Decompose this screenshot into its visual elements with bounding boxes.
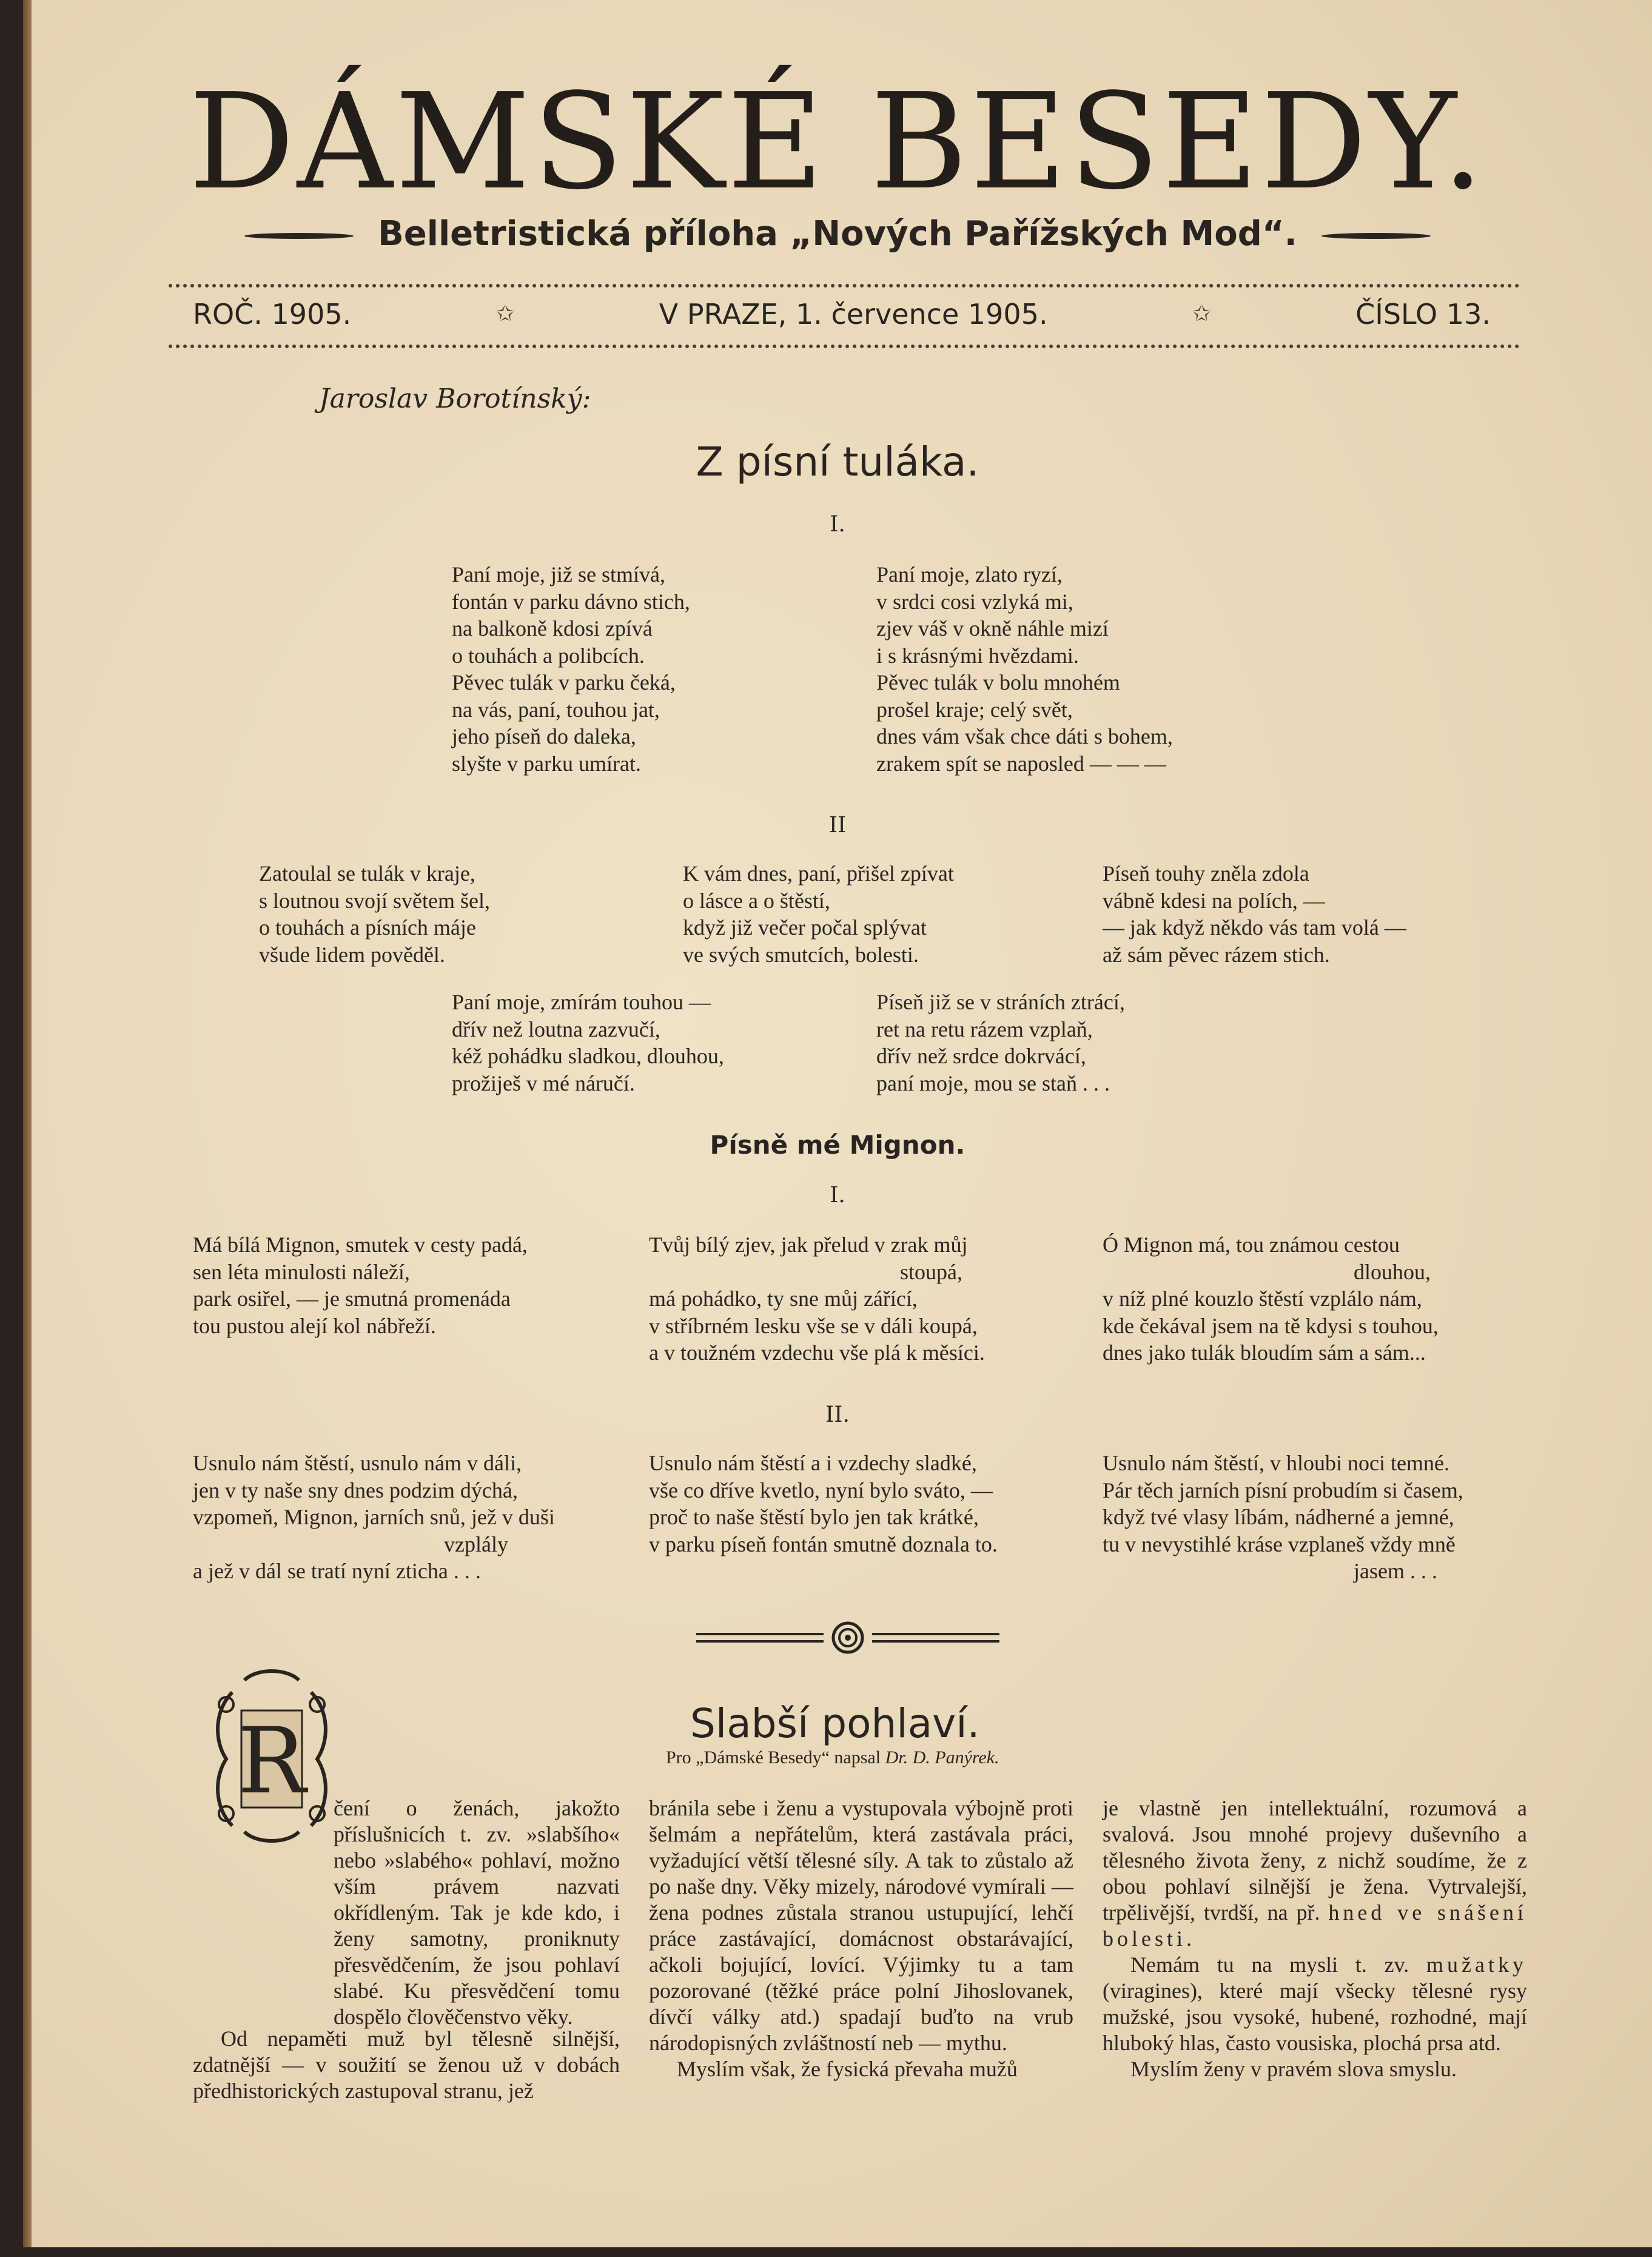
poem-part-numeral: I.: [830, 512, 845, 537]
verse-line: když tvé vlasy líbám, nádherné a jemné,: [1103, 1505, 1454, 1529]
verse-line: Zatoulal se tulák v kraje,: [259, 861, 475, 886]
verse-line: Ó Mignon má, tou známou cestou: [1103, 1233, 1400, 1257]
poem-part-numeral: II: [828, 813, 847, 838]
verse-line: vše co dříve kvetlo, nyní bylo sváto, —: [649, 1478, 993, 1502]
poem-stanza: [1103, 860, 1406, 968]
verse-line: prošel kraje; celý svět,: [876, 697, 1073, 722]
mignon-stanza: [649, 1450, 998, 1558]
verse-line: Paní moje, zlato ryzí,: [876, 562, 1063, 587]
article-text: Nemám tu na mysli t. zv.: [1130, 1953, 1409, 1977]
article-text: (viragines), které mají všecky tělesné rysy mužské, jsou vysoké, hubené, rozhodné, mají hluboký hlas, často vousiska, plochá prsa atd.: [1103, 1979, 1527, 2055]
mignon-stanza: [649, 1231, 985, 1367]
verse-line: jeho píseň do daleka,: [452, 724, 636, 748]
masthead-title: DÁMSKÉ BESEDY.: [189, 66, 1486, 219]
verse-line: v parku píseň fontán smutně doznala to.: [649, 1532, 998, 1556]
verse-line: — jak když někdo vás tam volá —: [1103, 915, 1406, 940]
article-paragraph: Od nepaměti muž byl tělesně silnější, zdatnější — v soužití se ženou už v dobách předhistorických zastupoval stranu, jež: [193, 2027, 620, 2103]
verse-line: tu v nevystihlé kráse vzplaneš vždy mně: [1103, 1532, 1456, 1556]
verse-line: dřív než srdce dokrvácí,: [876, 1044, 1086, 1068]
poem-stanza: [876, 989, 1125, 1097]
verse-line: Má bílá Mignon, smutek v cesty padá,: [193, 1233, 528, 1257]
verse-line: prožiješ v mé náručí.: [452, 1071, 635, 1095]
issue-place-date: V PRAZE, 1. července 1905.: [659, 298, 1048, 331]
mignon-stanza: [193, 1231, 528, 1339]
article-text: je vlastně jen intellektuální, rozumová a svalová. Jsou mnohé projevy duševního a tělesného života ženy, z nichž soudíme, že z obou pohlaví silnější je žena. Vytrvalejší, trpělivější, tvrdší, na př.: [1103, 1796, 1527, 1925]
issue-number: ČÍSLO 13.: [1355, 298, 1491, 331]
mignon-title: Písně mé Mignon.: [710, 1130, 965, 1160]
verse-line: stoupá,: [649, 1259, 962, 1284]
verse-line: proč to naše štěstí bylo jen tak krátké,: [649, 1505, 979, 1529]
article-paragraph: bránila sebe i ženu a vystupovala výbojně proti šelmám a nepřátelům, která zastávala práci, vyžadující větší tělesné síly. A tak to zůstalo až po naše dny. Věky mizely, národové vymírali — žena podnes zůstala stranou ustupující, lehčí práce zastávající, domácnost obstarávající, ačkoli bojující, lovící. Výjimky tu a tam pozorované (těžké práce polní Jihoslovanek, dívčí války atd.) spadají buďto na vrub národopisných zvláštností neb — mythu.: [649, 1796, 1073, 2055]
initial-letter: R: [237, 1709, 306, 1814]
verse-line: zrakem spít se naposled — — —: [876, 751, 1166, 776]
verse-line: zjev váš v okně náhle mizí: [876, 616, 1109, 641]
verse-line: dnes vám však chce dáti s bohem,: [876, 724, 1173, 748]
verse-line: Usnulo nám štěstí, v hloubi noci temné.: [1103, 1451, 1449, 1475]
page-spine: [23, 0, 32, 2247]
article-paragraph: Myslím však, že fysická převaha mužů: [677, 2057, 1018, 2081]
verse-line: kéž pohádku sladkou, dlouhou,: [452, 1044, 724, 1068]
poem-stanza: [876, 561, 1173, 777]
verse-line: ret na retu rázem vzplaň,: [876, 1017, 1093, 1041]
article-paragraph: [1103, 1795, 1527, 1952]
mignon-stanza: [1103, 1450, 1463, 1585]
verse-line: tou pustou alejí kol nábřeží.: [193, 1313, 436, 1338]
verse-line: Píseň již se v stráních ztrácí,: [876, 990, 1125, 1014]
verse-line: ve svých smutcích, bolesti.: [683, 942, 919, 967]
verse-line: a jež v dál se tratí nyní zticha . . .: [193, 1559, 481, 1583]
decorative-initial-icon: [208, 1668, 335, 1844]
verse-line: vzpomeň, Mignon, jarních snů, jež v duši: [193, 1505, 555, 1529]
verse-line: o touhách a polibcích.: [452, 643, 645, 668]
article-col2: [649, 1795, 1073, 2082]
mignon-stanza: [193, 1450, 555, 1585]
verse-line: Tvůj bílý zjev, jak přelud v zrak můj: [649, 1233, 968, 1257]
verse-line: paní moje, mou se staň . . .: [876, 1071, 1110, 1095]
verse-line: fontán v parku dávno stich,: [452, 589, 690, 614]
masthead-subtitle: Belletristická příloha „Nových Pařížských Mod“.: [378, 214, 1297, 254]
bottom-rule: [169, 345, 1520, 348]
verse-line: dlouhou,: [1103, 1259, 1431, 1284]
article-title: Slabší pohlaví.: [690, 1700, 980, 1747]
verse-line: vábně kdesi na polích, —: [1103, 888, 1325, 913]
verse-line: v stříbrném lesku vše se v dáli koupá,: [649, 1313, 978, 1338]
verse-line: Pěvec tulák v bolu mnohém: [876, 670, 1120, 695]
article-paragraph: čení o ženách, jakožto příslušnicích t. zv. »slabšího« nebo »slabého« pohlaví, možno vším právem nazvati okřídleným. Tak je kde kdo, i ženy samotny, proniknuty přesvědčením, že jsou pohlaví slabé. Ku přesvědčení tomu dospělo člověčenstvo věky.: [334, 1796, 620, 2029]
poem-stanza: [452, 989, 724, 1097]
ornament-divider-icon: [696, 1620, 999, 1656]
poem-title: Z písní tuláka.: [696, 439, 979, 485]
verse-line: kde čekával jsem na tě kdysi s touhou,: [1103, 1313, 1439, 1338]
verse-line: park osiřel, — je smutná promenáda: [193, 1287, 511, 1311]
byline-prefix: Pro „Dámské Besedy“ napsal: [666, 1747, 881, 1768]
verse-line: i s krásnými hvězdami.: [876, 643, 1079, 668]
article-emphasis: mužatky: [1426, 1953, 1528, 1977]
article-emphasis: hned ve snášení bolesti.: [1103, 1900, 1528, 1951]
poem-author: Jaroslav Borotínský:: [319, 383, 591, 414]
verse-line: v níž plné kouzlo štěstí vzplálo nám,: [1103, 1287, 1422, 1311]
verse-line: a v toužném vzdechu vše plá k měsíci.: [649, 1340, 985, 1365]
poem-stanza: [452, 561, 690, 777]
mignon-part-numeral: II.: [825, 1402, 850, 1427]
verse-line: Paní moje, zmírám touhou —: [452, 990, 711, 1014]
verse-line: Pár těch jarních písní probudím si časem,: [1103, 1478, 1463, 1502]
article-paragraph: Myslím ženy v pravém slova smyslu.: [1130, 2057, 1457, 2081]
verse-line: jasem . . .: [1103, 1559, 1437, 1583]
left-swash-ornament: [244, 233, 354, 239]
article-paragraph: [1103, 1952, 1527, 2056]
article-byline: [666, 1746, 999, 1770]
verse-line: sen léta minulosti náleží,: [193, 1259, 410, 1284]
verse-line: všude lidem pověděl.: [259, 942, 445, 967]
article-col3: [1103, 1795, 1527, 2082]
verse-line: když již večer počal splývat: [683, 915, 927, 940]
verse-line: Pěvec tulák v parku čeká,: [452, 670, 676, 695]
mignon-part-numeral: I.: [830, 1183, 845, 1208]
verse-line: až sám pěvec rázem stich.: [1103, 942, 1330, 967]
mignon-stanza: [1103, 1231, 1439, 1367]
verse-line: o lásce a o štěstí,: [683, 888, 830, 913]
verse-line: o touhách a písních máje: [259, 915, 476, 940]
article-col1-bottom: [193, 2026, 620, 2104]
verse-line: na vás, paní, touhou jat,: [452, 697, 660, 722]
verse-line: jen v ty naše sny dnes podzim dýchá,: [193, 1478, 518, 1502]
poem-stanza: [683, 860, 954, 968]
byline-author: Dr. D. Panýrek.: [885, 1747, 999, 1768]
verse-line: v srdci cosi vzlyká mi,: [876, 589, 1073, 614]
right-swash-ornament: [1321, 233, 1431, 239]
newspaper-page: [23, 0, 1652, 2247]
article-col1-top: [334, 1795, 620, 2030]
issue-year: ROČ. 1905.: [193, 298, 352, 331]
verse-line: Paní moje, již se stmívá,: [452, 562, 665, 587]
star-icon: ✩: [1192, 301, 1211, 326]
verse-line: vzplály: [193, 1532, 508, 1556]
poem-stanza: [259, 860, 490, 968]
verse-line: Píseň touhy zněla zdola: [1103, 861, 1309, 886]
star-icon: ✩: [495, 301, 515, 326]
verse-line: dnes jako tulák bloudím sám a sám...: [1103, 1340, 1426, 1365]
verse-line: dřív než loutna zazvučí,: [452, 1017, 660, 1041]
verse-line: na balkoně kdosi zpívá: [452, 616, 653, 641]
issue-info-row: [193, 296, 1491, 332]
masthead-subtitle-row: [23, 212, 1652, 256]
verse-line: K vám dnes, paní, přišel zpívat: [683, 861, 954, 886]
verse-line: s loutnou svojí světem šel,: [259, 888, 490, 913]
verse-line: má pohádko, ty sne můj zářící,: [649, 1287, 918, 1311]
verse-line: Usnulo nám štěstí, usnulo nám v dáli,: [193, 1451, 522, 1475]
verse-line: slyšte v parku umírat.: [452, 751, 641, 776]
verse-line: Usnulo nám štěstí a i vzdechy sladké,: [649, 1451, 977, 1475]
top-rule: [169, 284, 1520, 288]
